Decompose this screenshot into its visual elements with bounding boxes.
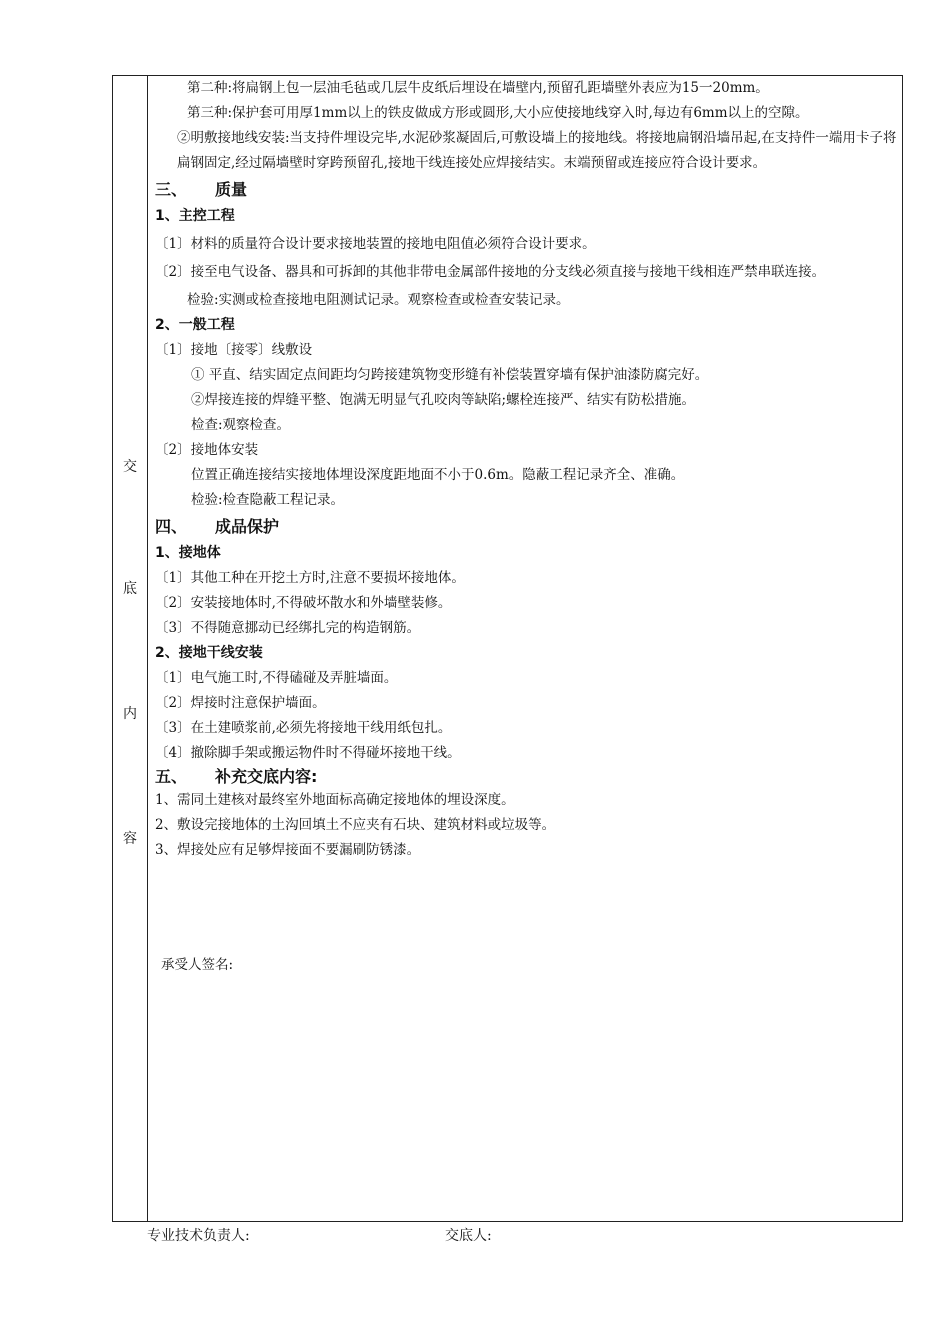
paragraph: ②焊接连接的焊缝平整、饱满无明显气孔咬肉等缺陷;螺栓连接严、结实有防松措施。 [191, 392, 696, 408]
list-item: 〔4〕撤除脚手架或搬运物件时不得碰坏接地干线。 [155, 745, 461, 761]
disclosure-table [112, 75, 903, 1222]
disclosure-content [155, 76, 899, 978]
paragraph: 〔1〕材料的质量符合设计要求接地装置的接地电阻值必须符合设计要求。 [155, 236, 596, 252]
paragraph: 检验:检查隐蔽工程记录。 [191, 492, 345, 508]
list-item: 2、敷设完接地体的土沟回填土不应夹有石块、建筑材料或垃圾等。 [155, 817, 556, 833]
side-label-char: 容 [123, 831, 137, 847]
side-label-char: 交 [123, 459, 137, 475]
list-item: 1、需同土建核对最终室外地面标高确定接地体的埋设深度。 [155, 792, 515, 808]
section-title: 成品保护 [215, 517, 280, 536]
section-title: 补充交底内容: [215, 767, 318, 786]
section-number: 四、 [155, 517, 188, 536]
discloser-label: 交底人: [445, 1228, 492, 1244]
subsection-heading: 1、接地体 [155, 545, 221, 561]
section-number: 三、 [155, 180, 188, 199]
paragraph: 检验:实测或检查接地电阻测试记录。观察检查或检查安装记录。 [187, 292, 570, 308]
list-item: 〔1〕电气施工时,不得磕碰及弄脏墙面。 [155, 670, 398, 686]
signature-label: 承受人签名: [161, 957, 234, 973]
list-item: 〔3〕在土建喷浆前,必须先将接地干线用纸包扎。 [155, 720, 452, 736]
list-item: 3、焊接处应有足够焊接面不要漏刷防锈漆。 [155, 842, 421, 858]
column-divider [147, 76, 148, 1221]
tech-lead-label: 专业技术负责人: [147, 1228, 250, 1244]
paragraph: 〔1〕接地〔接零〕线敷设 [155, 342, 313, 358]
paragraph: 位置正确连接结实接地体埋设深度距地面不小于0.6m。隐蔽工程记录齐全、准确。 [191, 467, 685, 483]
section-heading [155, 176, 899, 204]
paragraph: ① 平直、结实固定点间距均匀跨接建筑物变形缝有补偿装置穿墙有保护油漆防腐完好。 [191, 367, 709, 383]
list-item: 〔1〕其他工种在开挖土方时,注意不要损坏接地体。 [155, 570, 465, 586]
paragraph: 〔2〕接至电气设备、器具和可拆卸的其他非带电金属部件接地的分支线必须直接与接地干线相连严禁串联连接。 [155, 264, 826, 280]
paragraph: 检查:观察检查。 [191, 417, 291, 433]
subsection-heading: 2、一般工程 [155, 317, 235, 333]
section-title: 质量 [215, 180, 248, 199]
list-item: 〔2〕焊接时注意保护墙面。 [155, 695, 326, 711]
paragraph: 第三种:保护套可用厚1mm以上的铁皮做成方形或圆形,大小应使接地线穿入时,每边有6mm以上的空隙。 [187, 105, 809, 121]
section-heading [155, 766, 899, 788]
paragraph: 〔2〕接地体安装 [155, 442, 259, 458]
side-label-char: 内 [123, 706, 137, 722]
subsection-heading: 1、主控工程 [155, 208, 235, 224]
section-heading [155, 513, 899, 541]
section-number: 五、 [155, 767, 188, 786]
list-item: 〔2〕安装接地体时,不得破坏散水和外墙壁装修。 [155, 595, 452, 611]
side-label-char: 底 [123, 581, 137, 597]
paragraph: ②明敷接地线安装:当支持件埋设完毕,水泥砂浆凝固后,可敷设墙上的接地线。将接地扁钢沿墙吊起,在支持件一端用卡子将扁钢固定,经过隔墙壁时穿跨预留孔,接地干线连接处应焊接结实。末端预留或连接应符合设计要求。 [177, 130, 897, 171]
subsection-heading: 2、接地干线安装 [155, 645, 263, 661]
paragraph: 第二种:将扁钢上包一层油毛毡或几层牛皮纸后埋设在墙壁内,预留孔距墙壁外表应为15一20mm。 [187, 80, 769, 96]
list-item: 〔3〕不得随意挪动已经绑扎完的构造钢筋。 [155, 620, 421, 636]
